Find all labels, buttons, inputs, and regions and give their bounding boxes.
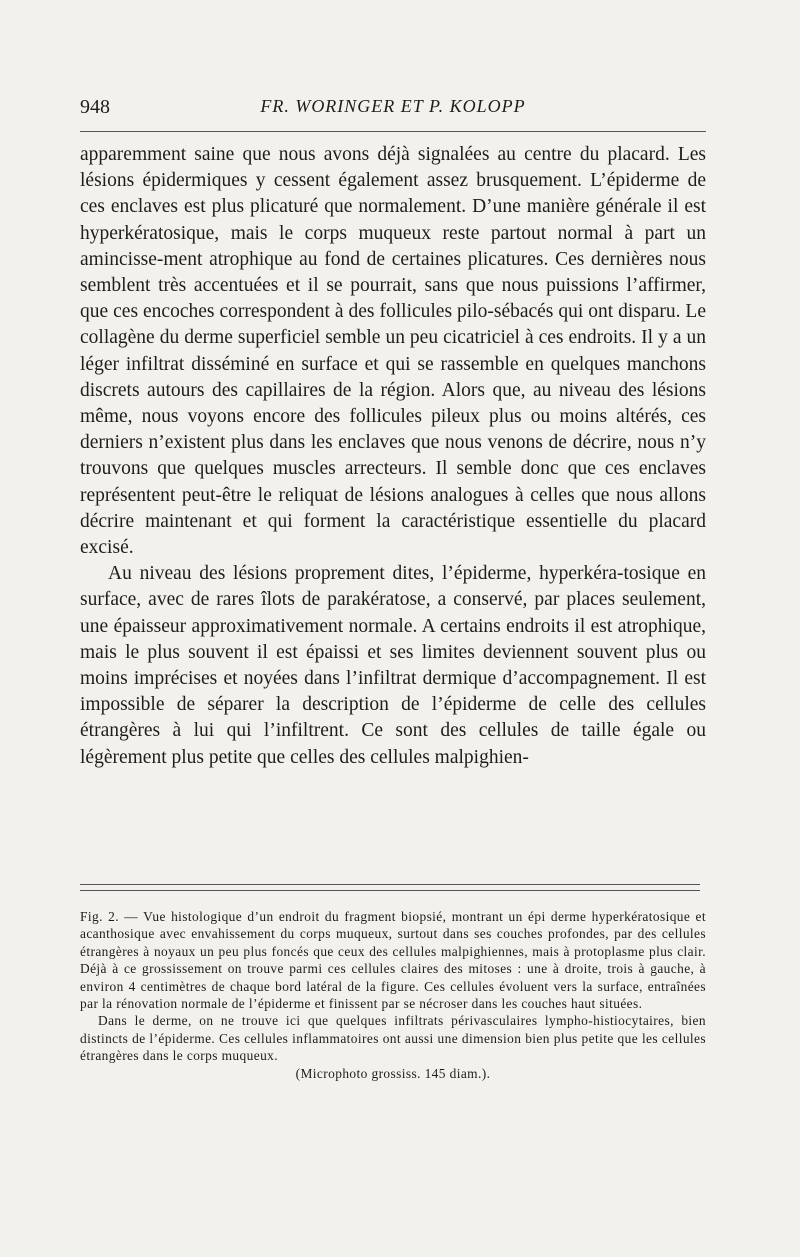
running-head: FR. WORINGER ET P. KOLOPP xyxy=(260,96,526,116)
caption-main xyxy=(80,908,706,1012)
page-number: 948 xyxy=(80,96,110,118)
page-header xyxy=(80,96,706,124)
body-text xyxy=(80,142,706,771)
figure-caption xyxy=(80,908,706,1082)
figure-label: Fig. 2. xyxy=(80,909,119,924)
footnote-rule-upper xyxy=(80,884,700,885)
caption-text: — Vue histologique d’un endroit du fragment biopsié, montrant un épi derme hyperkératosique et acanthosique avec envahissement du corps muqueux, surtout dans ses couches profondes, par des cellules étrangères à noyaux un peu plus foncés que ceux des cellules malpighiennes, mais à protoplasme plus clair. Déjà à ce grossissement on trouve parmi ces cellules claires des mitoses : une à droite, trois à gauche, à environ 4 centimètres de chaque bord latéral de la figure. Ces cellules évoluent vers la surface, entraînées par la rénovation normale de l’épiderme et finissent par se nécroser dans les couches haut situées. xyxy=(80,909,706,1012)
paragraph-1: apparemment saine que nous avons déjà signalées au centre du placard. Les lésions épidermiques y cessent également assez brusquement. L’épiderme de ces enclaves est plus plicaturé que normalement. D’une manière générale il est hyperkératosique, mais le corps muqueux reste partout normal à part un amincisse-ment atrophique au fond de certaines plicatures. Ces dernières nous semblent très accentuées et il se pourrait, sans que nous puissions l’affirmer, que ces encoches correspondent à des follicules pilo-sébacés qui ont disparu. Le collagène du derme superficiel semble un peu cicatriciel à ces endroits. Il y a un léger infiltrat disséminé en surface et qui se rassemble en quelques manchons discrets autours des capillaires de la région. Alors que, au niveau des lésions même, nous voyons encore des follicules pileux plus ou moins altérés, ces derniers n’existent plus dans les enclaves que nous venons de décrire, nous n’y trouvons que quelques muscles arrecteurs. Il semble donc que ces enclaves représentent peut-être le reliquat de lésions analogues à celles que nous allons décrire maintenant et qui forment la caractéristique essentielle du placard excisé. xyxy=(80,144,706,559)
paragraph-2: Au niveau des lésions proprement dites, l’épiderme, hyperkéra-tosique en surface, avec de rares îlots de parakératose, a conservé, par places seulement, une épaisseur approximativement normale. A certains endroits il est atrophique, mais le plus souvent il est épaissi et ses limites deviennent souvent plus ou moins imprécises et noyées dans l’infiltrat dermique d’accompagnement. Il est impossible de séparer la description de l’épiderme de celle des cellules étrangères à lui qui l’infiltrent. Ce sont des cellules de taille égale ou légèrement plus petite que celles des cellules malpighien- xyxy=(80,563,706,768)
header-rule xyxy=(80,131,706,132)
footnote-rule-lower xyxy=(80,890,700,891)
caption-magnification: (Microphoto grossiss. 145 diam.). xyxy=(295,1065,491,1081)
caption-continuation: Dans le derme, on ne trouve ici que quelques infiltrats périvasculaires lympho-histiocytaires, bien distincts de l’épiderme. Ces cellules inflammatoires ont aussi une dimension bien plus petite que les cellules étrangères dans le corps muqueux. xyxy=(80,1013,706,1064)
